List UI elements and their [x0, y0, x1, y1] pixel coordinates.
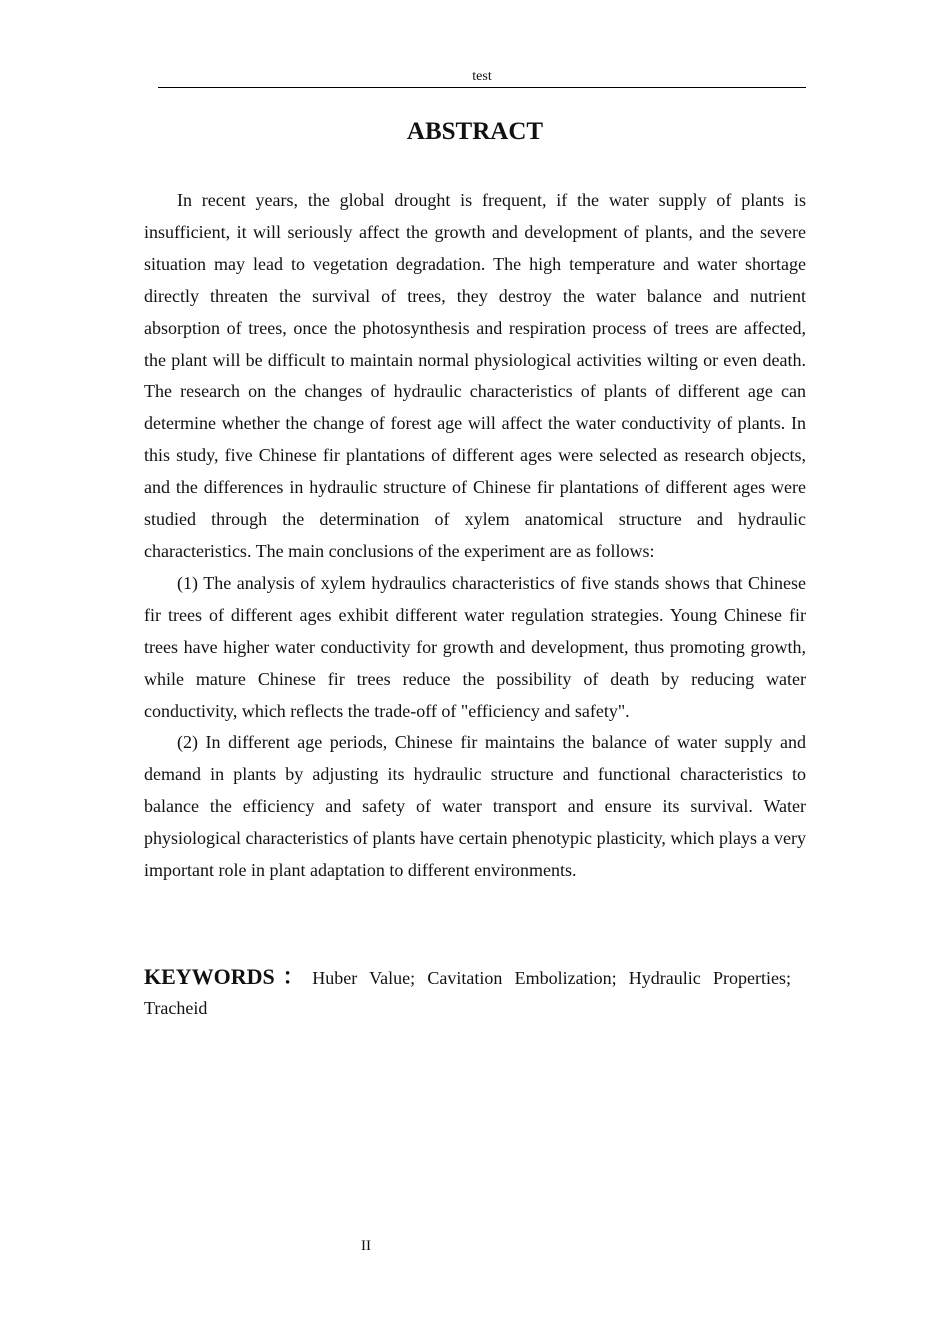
abstract-title: ABSTRACT — [406, 118, 544, 145]
abstract-body — [144, 185, 806, 887]
keywords-text: Huber Value; Cavitation Embolization; Hydraulic Properties; Tracheid — [144, 968, 791, 1018]
keywords-label: KEYWORDS： — [144, 964, 313, 989]
abstract-paragraph-conclusion-1: (1) The analysis of xylem hydraulics characteristics of five stands shows that Chinese fir trees of different ages exhibit different water regulation strategies. Young Chinese fir trees have higher water conductivity for growth and development, thus promoting growth, while mature Chinese fir trees reduce the possibility of death by reducing water conductivity, which reflects the trade-off of "efficiency and safety". — [144, 572, 806, 721]
keywords-line — [144, 962, 791, 1023]
abstract-paragraph-conclusion-2: (2) In different age periods, Chinese fir maintains the balance of water supply and demand in plants by adjusting its hydraulic structure and functional characteristics to balance the efficiency and safety of water transport and ensure its survival. Water physiological characteristics of plants have certain phenotypic plasticity, which plays a very important role in plant adaptation to different environments. — [144, 732, 806, 881]
running-header: test — [472, 69, 492, 84]
header-rule — [158, 87, 806, 88]
abstract-paragraph-intro: In recent years, the global drought is frequent, if the water supply of plants is insufficient, it will seriously affect the growth and development of plants, and the severe situation may lead to vegetation degradation. The high temperature and water shortage directly threaten the survival of trees, they destroy the water balance and nutrient absorption of trees, once the photosynthesis and respiration process of trees are affected, the plant will be difficult to maintain normal physiological activities wilting or even death. The research on the changes of hydraulic characteristics of plants of different age can determine whether the change of forest age will affect the water conductivity of plants. In this study, five Chinese fir plantations of different ages were selected as research objects, and the differences in hydraulic structure of Chinese fir plantations of different ages were studied through the determination of xylem anatomical structure and hydraulic characteristics. The main conclusions of the experiment are as follows: — [144, 190, 806, 561]
page-number: II — [361, 1238, 371, 1254]
